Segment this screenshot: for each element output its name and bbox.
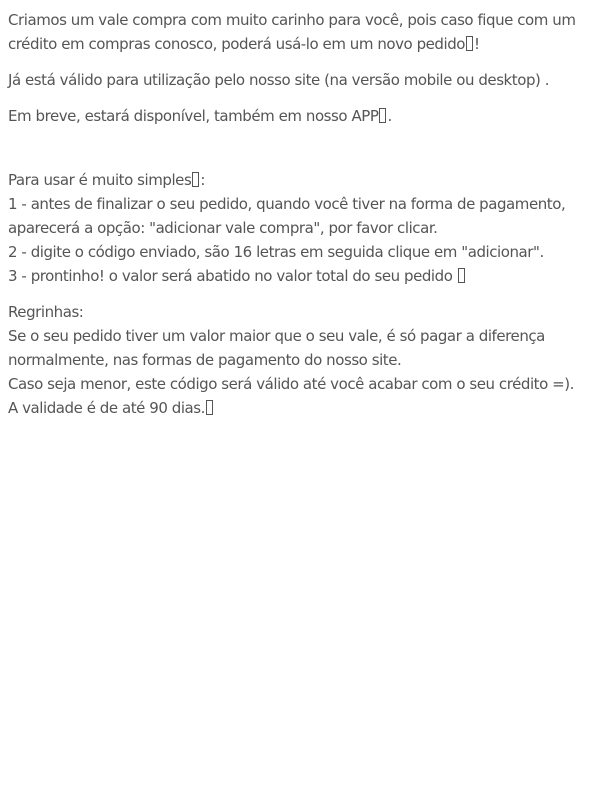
howto-title [8, 168, 592, 192]
rules-section [8, 300, 592, 420]
rules-title: Regrinhas: [8, 303, 84, 321]
app-text-end: . [387, 107, 392, 125]
howto-step-3 [8, 264, 592, 288]
intro-paragraph [8, 8, 592, 56]
app-text: Em breve, estará disponível, também em nosso APP [8, 107, 379, 125]
howto-section [8, 168, 592, 288]
howto-step-1: 1 - antes de finalizar o seu pedido, quando você tiver na forma de pagamento, aparecerá a opção: "adicionar vale compra", por favor clicar. [8, 195, 566, 237]
emoji-placeholder-icon [206, 400, 213, 415]
howto-title-end: : [200, 171, 205, 189]
intro-text-end: ! [474, 35, 480, 53]
howto-step-2: 2 - digite o código enviado, são 16 letras em seguida clique em "adicionar". [8, 243, 544, 261]
valid-paragraph: Já está válido para utilização pelo nosso site (na versão mobile ou desktop) . [8, 71, 550, 89]
rules-line-3 [8, 396, 592, 420]
intro-text: Criamos um vale compra com muito carinho para você, pois caso fique com um crédito em compras conosco, poderá usá-lo em um novo pedido [8, 11, 576, 53]
rules-line-3-text: A validade é de até 90 dias. [8, 399, 205, 417]
howto-step-3-text: 3 - prontinho! o valor será abatido no valor total do seu pedido [8, 267, 457, 285]
rules-line-2: Caso seja menor, este código será válido até você acabar com o seu crédito =). [8, 375, 574, 393]
emoji-placeholder-icon [192, 172, 199, 187]
rules-line-1: Se o seu pedido tiver um valor maior que o seu vale, é só pagar a diferença normalmente, nas formas de pagamento do nosso site. [8, 327, 545, 369]
howto-title-text: Para usar é muito simples [8, 171, 192, 189]
app-paragraph [8, 104, 592, 128]
emoji-placeholder-icon [379, 108, 386, 123]
emoji-placeholder-icon [458, 268, 465, 283]
emoji-placeholder-icon [466, 36, 473, 51]
